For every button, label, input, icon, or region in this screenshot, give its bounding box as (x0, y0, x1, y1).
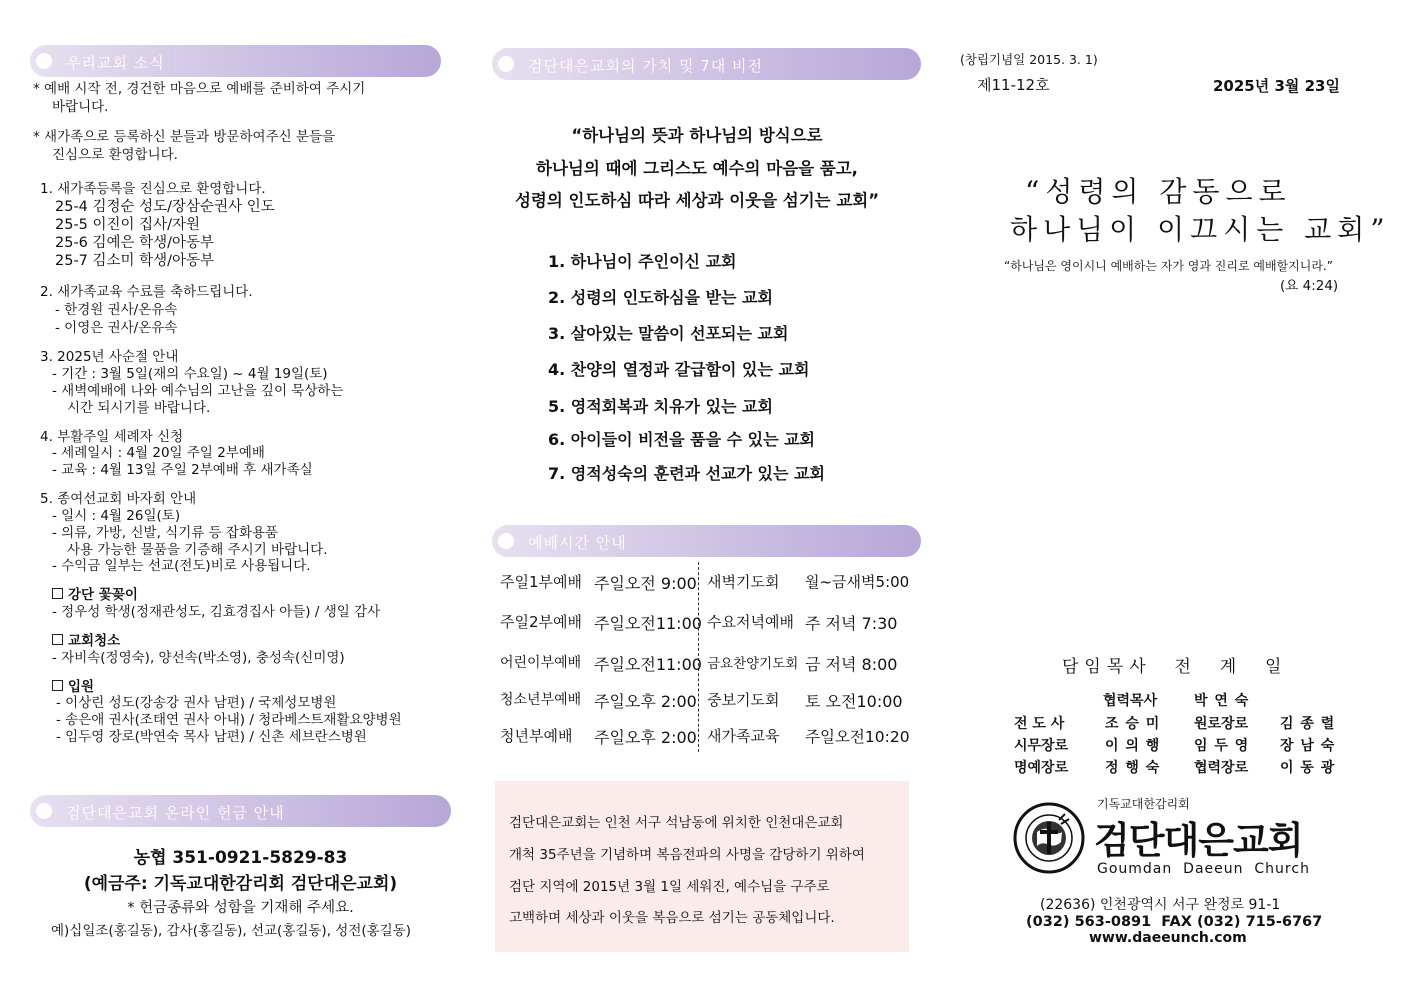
section-5-item: - 수익금 일부는 선교(전도)비로 사용됩니다. (52, 558, 311, 574)
staff-cell: 이 동 광 (1280, 760, 1336, 776)
church-intro-line: 검단대은교회는 인천 서구 석남동에 위치한 인천대은교회 (509, 815, 844, 831)
worship-name: 중보기도회 (707, 691, 780, 709)
staff-cell: 원로장로 (1194, 716, 1249, 732)
header-dot-icon (36, 803, 52, 819)
cover-slogan-line-1: “성령의 감동으로 (1025, 175, 1292, 208)
hospital-item: - 이상린 성도(강송강 권사 남편) / 국제성모병원 (56, 695, 337, 711)
vision-item: 3. 살아있는 말씀이 선포되는 교회 (548, 324, 789, 343)
worship-time: 토 오전10:00 (805, 692, 903, 711)
section-3-item: - 기간 : 3월 5일(재의 수요일) ~ 4월 19일(토) (52, 366, 328, 382)
worship-name: 새벽기도회 (707, 573, 780, 591)
vision-item: 7. 영적성숙의 훈련과 선교가 있는 교회 (548, 464, 825, 483)
section-3-item: - 새벽예배에 나와 예수님의 고난을 깊이 묵상하는 (52, 383, 344, 399)
vision-item: 1. 하나님이 주인이신 교회 (548, 252, 737, 271)
header-dot-icon (36, 53, 52, 69)
hospital-item: - 송은애 권사(조태연 권사 아내) / 청라베스트재활요양병원 (56, 712, 402, 728)
worship-name: 어린이부예배 (500, 655, 582, 671)
church-name-logo: 검단대은교회 (1094, 819, 1303, 862)
flowers-text: - 정우성 학생(정재관성도, 김효경집사 아들) / 생일 감사 (52, 604, 381, 620)
bulletin-date: 2025년 3월 23일 (1213, 77, 1340, 95)
cover-verse: “하나님은 영이시니 예배하는 자가 영과 진리로 예배할지니라.” (1004, 259, 1333, 273)
worship-time: 주일오전10:20 (805, 728, 910, 746)
staff-cell: 정 행 숙 (1105, 760, 1161, 776)
church-address: (22636) 인천광역시 서구 완정로 91-1 (1040, 897, 1281, 913)
worship-header-label: 예배시간 안내 (528, 534, 627, 552)
offering-account: 농협 351-0921-5829-83 (133, 848, 348, 868)
church-intro-line: 검단 지역에 2015년 3월 1일 세워진, 예수님을 구주로 (509, 879, 830, 895)
section-5-item: 사용 가능한 물품을 기증해 주시기 바랍니다. (67, 542, 328, 558)
section-2-title: 2. 새가족교육 수료를 축하드립니다. (40, 284, 253, 300)
staff-cell: 협력장로 (1194, 760, 1249, 776)
church-website[interactable]: www.daeeunch.com (1089, 930, 1247, 946)
worship-time: 주 저녁 7:30 (805, 614, 898, 633)
church-intro-box (495, 781, 909, 952)
vision-item: 2. 성령의 인도하심을 받는 교회 (548, 288, 773, 307)
news-header-label: 우리교회 소식 (66, 54, 165, 72)
cover-verse-ref: (요 4:24) (1280, 278, 1339, 294)
worship-name: 새가족교육 (707, 727, 780, 745)
worship-name: 청년부예배 (500, 727, 573, 745)
denomination-name: 기독교대한감리회 (1097, 797, 1190, 811)
offering-example: 예)십일조(홍길동), 감사(홍길동), 선교(홍길동), 성전(홍길동) (50, 923, 412, 939)
worship-time: 주일오후 2:00 (594, 692, 697, 711)
vision-motto-line: “하나님의 뜻과 하나님의 방식으로 (571, 126, 823, 145)
cover-slogan-line-2: 하나님이 이끄시는 교회” (1010, 213, 1391, 246)
notice-1-line-1: * 예배 시작 전, 경건한 마음으로 예배를 준비하여 주시기 (33, 81, 366, 97)
staff-cell: 김 종 렬 (1280, 716, 1336, 732)
section-2-item: - 이영은 권사/온유속 (55, 320, 178, 336)
notice-2-line-1: * 새가족으로 등록하신 분들과 방문하여주신 분들을 (33, 129, 336, 145)
section-4-item: - 세례일시 : 4월 20일 주일 2부예배 (52, 445, 265, 461)
section-5-title: 5. 종여선교회 바자회 안내 (40, 491, 197, 507)
vision-item: 5. 영적회복과 치유가 있는 교회 (548, 397, 773, 416)
cleaning-title (52, 633, 120, 650)
worship-time: 월~금새벽5:00 (805, 573, 910, 591)
staff-cell: 장 남 숙 (1280, 738, 1336, 754)
header-dot-icon (498, 533, 514, 549)
worship-time: 주일오전 9:00 (594, 574, 697, 593)
worship-name: 금요찬양기도회 (707, 656, 799, 672)
church-intro-line: 개척 35주년을 기념하며 복음전파의 사명을 감당하기 위하여 (509, 847, 865, 863)
staff-cell: 협력목사 (1103, 693, 1158, 709)
worship-time: 금 저녁 8:00 (805, 655, 898, 674)
section-1-title: 1. 새가족등록을 진심으로 환영합니다. (40, 181, 266, 197)
offering-holder: (예금주: 기독교대한감리회 검단대은교회) (83, 874, 398, 894)
staff-cell: 박 연 숙 (1194, 693, 1250, 709)
notice-2-line-2: 진심으로 환영합니다. (52, 147, 178, 163)
church-seal-logo (1013, 802, 1085, 874)
worship-name: 청소년부예배 (500, 692, 582, 708)
staff-cell: 전 도 사 (1014, 716, 1065, 732)
flowers-title (52, 587, 138, 604)
section-1-item: 25-4 김정순 성도/장삼순권사 인도 (55, 199, 275, 215)
staff-cell: 명예장로 (1014, 760, 1069, 776)
cleaning-text: - 자비속(정영숙), 양선속(박소영), 충성속(신미영) (52, 650, 345, 666)
section-1-item: 25-5 이진이 집사/자원 (55, 217, 201, 233)
section-5-item: - 일시 : 4월 26일(토) (52, 508, 181, 524)
church-intro-line: 고백하며 세상과 이웃을 복음으로 섬기는 공동체입니다. (509, 910, 835, 926)
hospital-item: - 임두영 장로(박연숙 목사 남편) / 신촌 세브란스병원 (56, 729, 367, 745)
section-3-item: 시간 되시기를 바랍니다. (67, 400, 211, 416)
staff-cell: 조 승 미 (1105, 716, 1161, 732)
vision-motto-line: 하나님의 때에 그리스도 예수의 마음을 품고, (536, 159, 858, 178)
section-1-item: 25-6 김예은 학생/아동부 (55, 235, 215, 251)
offering-note: * 헌금종류와 성함을 기재해 주세요. (127, 900, 354, 916)
section-4-item: - 교육 : 4월 13일 주일 2부예배 후 새가족실 (52, 462, 313, 478)
hospital-title-text: 입원 (68, 679, 95, 695)
founding-date: (창립기념일 2015. 3. 1) (960, 52, 1098, 67)
hospital-title (52, 679, 94, 696)
checkbox-icon (52, 588, 63, 599)
staff-cell: 이 의 행 (1105, 738, 1161, 754)
section-2-item: - 한경원 권사/온유속 (55, 302, 178, 318)
checkbox-icon (52, 680, 63, 691)
worship-name: 수요저녁예배 (707, 613, 794, 631)
checkbox-icon (52, 634, 63, 645)
issue-number: 제11-12호 (977, 76, 1050, 94)
vision-motto-line: 성령의 인도하심 따라 세상과 이웃을 섬기는 교회” (514, 191, 880, 210)
staff-cell: 시무장로 (1014, 738, 1069, 754)
senior-pastor: 담임목사 전 계 일 (1062, 657, 1288, 677)
section-3-title: 3. 2025년 사순절 안내 (40, 349, 179, 365)
methodist-seal-icon (1013, 802, 1085, 874)
worship-time: 주일오전11:00 (594, 655, 702, 674)
vision-item: 6. 아이들이 비전을 품을 수 있는 교회 (548, 430, 816, 449)
worship-header (492, 525, 921, 557)
offering-header (30, 795, 451, 827)
vision-header-label: 검단대은교회의 가치 및 7대 비전 (528, 57, 763, 75)
worship-time: 주일오후 2:00 (594, 728, 697, 747)
church-name-english: Goumdan Daeeun Church (1097, 861, 1310, 877)
notice-1-line-2: 바랍니다. (52, 99, 109, 115)
section-5-item: - 의류, 가방, 신발, 식기류 등 잡화용품 (52, 525, 279, 541)
vision-header (492, 48, 921, 80)
worship-time: 주일오전11:00 (594, 614, 702, 633)
staff-cell: 임 두 영 (1194, 738, 1250, 754)
news-header (30, 45, 441, 77)
header-dot-icon (498, 56, 514, 72)
offering-header-label: 검단대은교회 온라인 헌금 안내 (66, 804, 285, 822)
cleaning-title-text: 교회청소 (68, 633, 121, 649)
worship-name: 주일2부예배 (500, 613, 582, 631)
church-phone: (032) 563-0891 FAX (032) 715-6767 (1026, 914, 1323, 930)
worship-name: 주일1부예배 (500, 573, 582, 591)
flowers-title-text: 강단 꽃꽂이 (68, 587, 138, 603)
section-4-title: 4. 부활주일 세례자 신청 (40, 429, 184, 445)
vision-item: 4. 찬양의 열정과 갈급함이 있는 교회 (548, 360, 810, 379)
section-1-item: 25-7 김소미 학생/아동부 (55, 253, 215, 269)
